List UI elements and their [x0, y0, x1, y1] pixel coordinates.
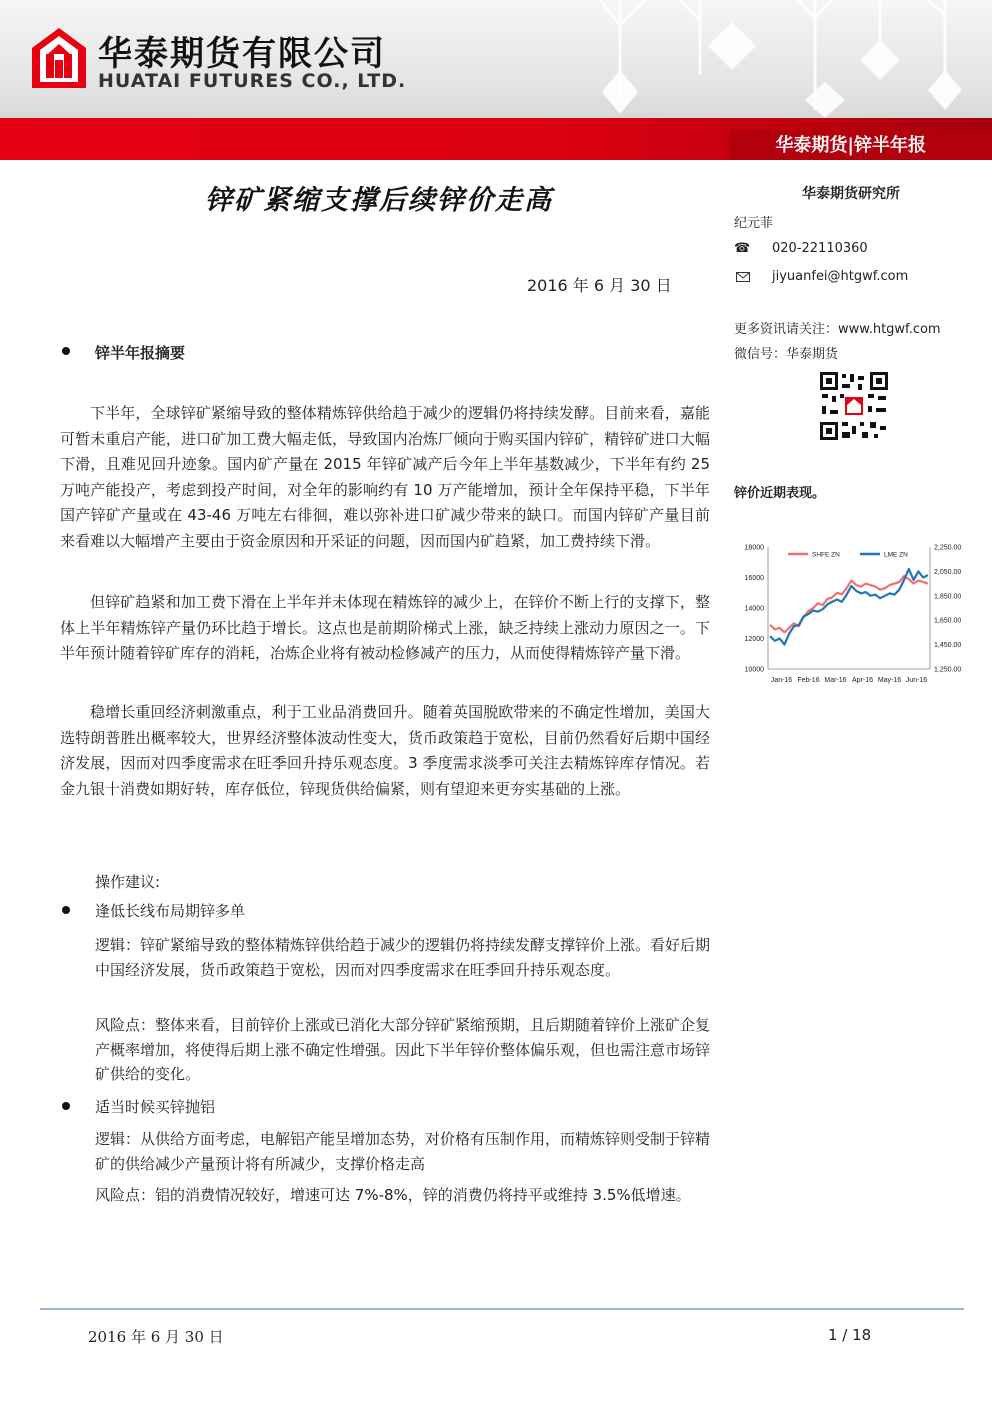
author-email[interactable]: jiyuanfei@htgwf.com	[772, 269, 909, 284]
chart-x-tick-label: Jun-16	[905, 677, 928, 684]
page-number: 1 / 18	[828, 1326, 872, 1344]
report-title: 锌矿紧缩支撑后续锌价走高	[205, 185, 553, 216]
company-name-cn: 华泰期货有限公司	[98, 34, 386, 74]
envelope-icon	[734, 272, 752, 282]
summary-heading: 锌半年报摘要	[95, 344, 186, 362]
report-series-label: 华泰期货|锌半年报	[775, 135, 926, 156]
company-name-en: HUATAI FUTURES CO., LTD.	[98, 70, 407, 92]
chart-x-tick-label: Feb-16	[797, 677, 820, 684]
footer-divider	[40, 1308, 964, 1310]
zinc-price-chart	[730, 535, 980, 695]
summary-paragraph: 稳增长重回经济刺激重点，利于工业品消费回升。随着英国脱欧带来的不确定性增加，美国大选特朗普胜出概率较大，世界经济整体波动性变大，货币政策趋于宽松，目前仍然看好后期中国经济发展，因而对四季度需求在旺季回升持乐观态度。3 季度需求淡季可关注去精炼锌库存情况。若金九银十消费如期好转，库存低位，锌现货供给偏紧，则有望迎来更夯实基础的上涨。	[60, 703, 710, 798]
chart-legend-label: LME ZN	[884, 551, 908, 559]
strategy-title: 适当时候买锌抛铝	[95, 1098, 216, 1116]
chart-x-tick-label: Jan-16	[770, 677, 793, 684]
strategy-title: 逢低长线布局期锌多单	[95, 902, 246, 920]
chart-left-tick-label: 10000	[744, 666, 764, 674]
chart-left-tick-label: 18000	[744, 544, 764, 552]
chart-right-tick-label: 2,250.00	[934, 544, 962, 552]
operations-label: 操作建议:	[95, 873, 161, 891]
chart-left-tick-label: 16000	[744, 575, 764, 582]
chart-right-tick-label: 1,850.00	[934, 593, 962, 601]
chart-x-tick-label: Mar-16	[824, 677, 847, 684]
strategy-logic: 逻辑：锌矿紧缩导致的整体精炼锌供给趋于减少的逻辑仍将持续发酵支撑锌价上涨。看好后期中国经济发展，货币政策趋于宽松，因而对四季度需求在旺季回升持乐观态度。	[95, 936, 711, 979]
summary-paragraph: 下半年，全球锌矿紧缩导致的整体精炼锌供给趋于减少的逻辑仍将持续发酵。目前来看，嘉能可暂未重启产能，进口矿加工费大幅走低，导致国内冶炼厂倾向于购买国内锌矿，精锌矿进口大幅下滑，且难见回升迹象。国内矿产量在 2015 年锌矿减产后今年上半年基数减少，下半年有约 25 万吨产能投产，考虑到投产时间，对全年的影响约有 10 万产能增加，预计全年保持平稳，下半年国产锌矿产量或在 43-46 万吨左右徘徊，难以弥补进口矿减少带来的缺口。而国内锌矿产量目前来看难以大幅增产主要由于资金原因和开采证的问题，因而国内矿趋紧，加工费持续下滑。	[60, 404, 710, 550]
chart-x-tick-label: Apr-16	[851, 677, 874, 684]
footer-date: 2016 年 6 月 30 日	[88, 1328, 224, 1346]
author-name: 纪元菲	[734, 216, 774, 231]
summary-paragraph: 但锌矿趋紧和加工费下滑在上半年并未体现在精炼锌的减少上，在锌价不断上行的支撑下，整体上半年精炼锌产量仍环比趋于增长。这点也是前期阶梯式上涨，缺乏持续上涨动力原因之一。下半年预计随着锌矿库存的消耗，冶炼企业将有被动检修减产的压力，从而使得精炼锌产量下滑。	[60, 593, 710, 662]
chart-right-tick-label: 2,050.00	[934, 568, 962, 576]
chart-x-tick-label: May-16	[877, 677, 902, 684]
chart-title: 锌价近期表现。	[734, 486, 826, 501]
chart-left-tick-label: 14000	[744, 605, 764, 613]
strategy-risk: 风险点：铝的消费情况较好，增速可达 7%-8%，锌的消费仍将持平或维持 3.5%低增速。	[95, 1186, 691, 1204]
bullet-icon	[62, 1102, 70, 1110]
strategy-logic: 逻辑：从供给方面考虑，电解铝产能呈增加态势，对价格有压制作用，而精炼锌则受制于锌精矿的供给减少产量预计将有所减少，支撑价格走高	[95, 1130, 711, 1173]
bullet-icon	[62, 347, 70, 355]
header-decoration	[560, 0, 992, 118]
chart-left-tick-label: 12000	[744, 636, 764, 643]
chart-legend-label: SHFE ZN	[812, 551, 840, 559]
chart-right-tick-label: 1,250.00	[934, 666, 962, 674]
chart-series-line-shfe	[770, 576, 928, 632]
wechat-id: 微信号：华泰期货	[734, 347, 839, 362]
chart-series-line-lme	[770, 569, 928, 645]
chart-right-tick-label: 1,450.00	[934, 642, 962, 650]
huatai-logo-icon	[30, 26, 88, 90]
more-info-link[interactable]: 更多资讯请关注：www.htgwf.com	[734, 322, 941, 337]
chart-right-tick-label: 1,650.00	[934, 617, 962, 625]
research-institute: 华泰期货研究所	[802, 186, 900, 202]
header-band	[0, 0, 992, 118]
strategy-risk: 风险点：整体来看，目前锌价上涨或已消化大部分锌矿紧缩预期，且后期随着锌价上涨矿企复产概率增加，将使得后期上涨不确定性增强。因此下半年锌价整体偏乐观，但也需注意市场锌矿供给的变化。	[95, 1016, 711, 1083]
author-phone: 020-22110360	[772, 241, 868, 256]
phone-icon: ☎	[734, 241, 751, 256]
qr-code-icon	[818, 370, 890, 442]
report-date: 2016 年 6 月 30 日	[527, 276, 672, 295]
bullet-icon	[62, 906, 70, 914]
